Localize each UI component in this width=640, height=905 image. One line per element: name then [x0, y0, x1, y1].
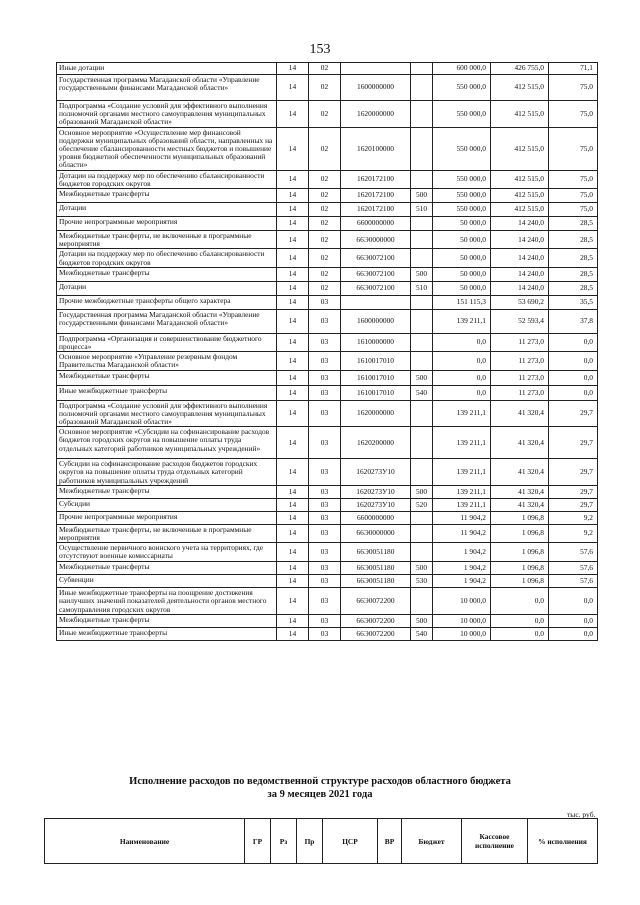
table-row [57, 485, 598, 498]
row-pct: 0,0 [549, 627, 598, 640]
table-row [57, 400, 598, 427]
row-vr [411, 524, 433, 542]
row-budget: 11 904,2 [433, 524, 491, 542]
table-row [57, 511, 598, 524]
row-vr: 500 [411, 267, 433, 281]
table-row [57, 498, 598, 511]
row-cash: 0,0 [491, 588, 549, 615]
row-csr: 1600000000 [341, 75, 411, 101]
row-pr: 03 [309, 370, 341, 385]
row-pr: 02 [309, 203, 341, 217]
header-budget: Бюджет [402, 819, 462, 864]
row-cash: 11 273,0 [491, 370, 549, 385]
row-vr [411, 588, 433, 615]
row-pct: 29,7 [549, 427, 598, 459]
row-gr: 14 [277, 427, 309, 459]
row-name: Подпрограмма «Создание условий для эффективного выполнения полномочий органами местного самоуправления муниципальных образований Магаданской области» [57, 101, 277, 128]
row-vr: 510 [411, 281, 433, 295]
row-pct: 0,0 [549, 352, 598, 370]
row-csr: 1610000000 [341, 333, 411, 351]
table-row [57, 281, 598, 295]
row-gr: 14 [277, 485, 309, 498]
row-pct: 75,0 [549, 101, 598, 128]
row-vr [411, 309, 433, 333]
row-pr: 02 [309, 170, 341, 188]
row-name: Межбюджетные трансферты, не включенные в программные мероприятия [57, 231, 277, 249]
table-row [57, 267, 598, 281]
table-row [57, 231, 598, 249]
row-gr: 14 [277, 101, 309, 128]
row-csr: 1620273У10 [341, 485, 411, 498]
row-pct: 75,0 [549, 127, 598, 170]
row-pct: 75,0 [549, 203, 598, 217]
row-name: Межбюджетные трансферты [57, 189, 277, 203]
row-budget: 550 000,0 [433, 101, 491, 128]
units-label: тыс. руб. [567, 810, 596, 819]
row-name: Государственная программа Магаданской области «Управление государственными финансами Магаданской области» [57, 75, 277, 101]
row-name: Подпрограмма «Создание условий для эффективного выполнения полномочий органами местного самоуправления муниципальных образований Магаданской области» [57, 400, 277, 427]
table-row [57, 588, 598, 615]
row-name: Иные дотации [57, 63, 277, 75]
row-budget: 550 000,0 [433, 203, 491, 217]
row-pct: 9,2 [549, 511, 598, 524]
row-vr: 530 [411, 575, 433, 588]
row-csr: 66Э0000000 [341, 524, 411, 542]
row-pct: 0,0 [549, 333, 598, 351]
table-row [57, 459, 598, 486]
row-budget: 0,0 [433, 385, 491, 400]
row-name: Иные межбюджетные трансферты [57, 385, 277, 400]
row-pr: 03 [309, 333, 341, 351]
row-vr [411, 543, 433, 562]
row-pr: 03 [309, 575, 341, 588]
row-gr: 14 [277, 63, 309, 75]
expenditure-table [56, 62, 598, 641]
row-cash: 1 096,8 [491, 575, 549, 588]
table-row [57, 427, 598, 459]
row-csr: 1620200000 [341, 427, 411, 459]
row-pct: 29,7 [549, 459, 598, 486]
row-budget: 600 000,0 [433, 63, 491, 75]
table-row [57, 333, 598, 351]
row-vr: 500 [411, 614, 433, 627]
row-pr: 02 [309, 249, 341, 267]
row-gr: 14 [277, 217, 309, 231]
row-budget: 139 211,1 [433, 309, 491, 333]
row-vr [411, 511, 433, 524]
table-row [57, 63, 598, 75]
row-pr: 03 [309, 511, 341, 524]
table-row [57, 127, 598, 170]
row-csr: 1620273У10 [341, 459, 411, 486]
row-pr: 02 [309, 127, 341, 170]
row-name: Подпрограмма «Организация и совершенствование бюджетного процесса» [57, 333, 277, 351]
row-name: Дотации на поддержку мер по обеспечению сбалансированности бюджетов городских округов [57, 249, 277, 267]
row-pct: 75,0 [549, 170, 598, 188]
header-gr: ГР [245, 819, 271, 864]
row-pct: 57,6 [549, 575, 598, 588]
row-pct: 28,5 [549, 231, 598, 249]
row-gr: 14 [277, 511, 309, 524]
row-pct: 28,5 [549, 217, 598, 231]
row-budget: 50 000,0 [433, 281, 491, 295]
row-csr: 1610017010 [341, 385, 411, 400]
row-gr: 14 [277, 333, 309, 351]
row-budget: 1 904,2 [433, 562, 491, 575]
row-name: Основное мероприятие «Субсидии на софинансирование расходов бюджетов городских округов на повышение оплаты труда отдельных категорий работников муниципальных учреждений» [57, 427, 277, 459]
row-cash: 0,0 [491, 614, 549, 627]
row-csr [341, 63, 411, 75]
row-budget: 550 000,0 [433, 75, 491, 101]
table-row [57, 249, 598, 267]
row-csr: 1620172100 [341, 203, 411, 217]
row-gr: 14 [277, 588, 309, 615]
row-pr: 03 [309, 309, 341, 333]
row-name: Государственная программа Магаданской области «Управление государственными финансами Магаданской области» [57, 309, 277, 333]
row-csr: 66Э0072200 [341, 627, 411, 640]
row-pr: 02 [309, 281, 341, 295]
row-name: Дотации на поддержку мер по обеспечению сбалансированности бюджетов городских округов [57, 170, 277, 188]
row-cash: 41 320,4 [491, 459, 549, 486]
row-vr: 540 [411, 385, 433, 400]
row-cash: 41 320,4 [491, 485, 549, 498]
row-cash: 14 240,0 [491, 249, 549, 267]
row-budget: 10 000,0 [433, 614, 491, 627]
row-csr: 66Э0072100 [341, 281, 411, 295]
row-vr [411, 333, 433, 351]
row-name: Межбюджетные трансферты [57, 485, 277, 498]
row-budget: 151 115,3 [433, 295, 491, 309]
row-cash: 11 273,0 [491, 385, 549, 400]
row-budget: 139 211,1 [433, 400, 491, 427]
row-name: Межбюджетные трансферты [57, 370, 277, 385]
row-cash: 426 755,0 [491, 63, 549, 75]
row-csr: 1620000000 [341, 400, 411, 427]
row-pct: 29,7 [549, 485, 598, 498]
row-pct: 57,6 [549, 562, 598, 575]
header-pr: Пр [297, 819, 323, 864]
row-cash: 41 320,4 [491, 400, 549, 427]
row-budget: 50 000,0 [433, 249, 491, 267]
row-cash: 41 320,4 [491, 427, 549, 459]
row-cash: 1 096,8 [491, 511, 549, 524]
row-cash: 412 515,0 [491, 101, 549, 128]
row-pr: 03 [309, 614, 341, 627]
row-pr: 03 [309, 562, 341, 575]
header-csr: ЦСР [323, 819, 378, 864]
row-cash: 1 096,8 [491, 524, 549, 542]
table-row [57, 614, 598, 627]
caption-line-1: Исполнение расходов по ведомственной структуре расходов областного бюджета [129, 776, 511, 787]
row-name: Основное мероприятие «Управление резервным фондом Правительства Магаданской области» [57, 352, 277, 370]
table-row [57, 309, 598, 333]
row-cash: 412 515,0 [491, 127, 549, 170]
row-vr: 500 [411, 485, 433, 498]
row-gr: 14 [277, 267, 309, 281]
table-row [57, 295, 598, 309]
row-gr: 14 [277, 295, 309, 309]
row-gr: 14 [277, 498, 309, 511]
row-vr: 540 [411, 627, 433, 640]
row-pr: 03 [309, 524, 341, 542]
row-gr: 14 [277, 524, 309, 542]
row-cash: 14 240,0 [491, 231, 549, 249]
row-pr: 03 [309, 498, 341, 511]
row-vr [411, 352, 433, 370]
row-pct: 0,0 [549, 614, 598, 627]
row-pr: 03 [309, 459, 341, 486]
row-pr: 03 [309, 295, 341, 309]
row-csr: 1620172100 [341, 170, 411, 188]
row-csr: 1620172100 [341, 189, 411, 203]
row-csr: 66Э0051180 [341, 543, 411, 562]
row-pct: 0,0 [549, 385, 598, 400]
row-pr: 02 [309, 101, 341, 128]
row-pct: 28,5 [549, 249, 598, 267]
column-header-table [44, 818, 598, 864]
row-budget: 0,0 [433, 333, 491, 351]
row-pr: 03 [309, 627, 341, 640]
row-pr: 03 [309, 352, 341, 370]
row-budget: 0,0 [433, 370, 491, 385]
row-cash: 412 515,0 [491, 189, 549, 203]
row-vr [411, 75, 433, 101]
row-gr: 14 [277, 370, 309, 385]
row-pct: 75,0 [549, 75, 598, 101]
row-gr: 14 [277, 203, 309, 217]
table-row [57, 543, 598, 562]
row-budget: 10 000,0 [433, 627, 491, 640]
row-csr: 66Э0051180 [341, 562, 411, 575]
row-csr: 1620000000 [341, 101, 411, 128]
row-cash: 53 690,2 [491, 295, 549, 309]
row-csr: 1620100000 [341, 127, 411, 170]
table-row [57, 203, 598, 217]
row-budget: 139 211,1 [433, 427, 491, 459]
row-vr [411, 295, 433, 309]
row-budget: 139 211,1 [433, 485, 491, 498]
row-cash: 1 096,8 [491, 543, 549, 562]
row-gr: 14 [277, 309, 309, 333]
row-gr: 14 [277, 189, 309, 203]
row-cash: 14 240,0 [491, 267, 549, 281]
header-pct: % исполнения [528, 819, 598, 864]
header-cash: Кассовое исполнение [462, 819, 528, 864]
row-vr [411, 63, 433, 75]
row-vr [411, 170, 433, 188]
row-pct: 29,7 [549, 498, 598, 511]
row-cash: 412 515,0 [491, 170, 549, 188]
row-pr: 02 [309, 217, 341, 231]
row-name: Дотации [57, 281, 277, 295]
row-name: Дотации [57, 203, 277, 217]
table-row [57, 627, 598, 640]
table-row [57, 189, 598, 203]
row-pr: 02 [309, 189, 341, 203]
table-row [57, 101, 598, 128]
row-cash: 0,0 [491, 627, 549, 640]
row-gr: 14 [277, 385, 309, 400]
row-pr: 03 [309, 485, 341, 498]
row-vr [411, 427, 433, 459]
row-cash: 14 240,0 [491, 217, 549, 231]
row-pct: 71,1 [549, 63, 598, 75]
row-gr: 14 [277, 231, 309, 249]
row-pr: 03 [309, 588, 341, 615]
row-cash: 52 593,4 [491, 309, 549, 333]
row-csr: 66Э0072100 [341, 249, 411, 267]
row-gr: 14 [277, 400, 309, 427]
row-gr: 14 [277, 127, 309, 170]
row-vr [411, 217, 433, 231]
row-budget: 139 211,1 [433, 498, 491, 511]
row-vr [411, 101, 433, 128]
row-cash: 412 515,0 [491, 75, 549, 101]
table-row [57, 385, 598, 400]
row-vr [411, 249, 433, 267]
row-vr: 500 [411, 370, 433, 385]
row-csr: 1600000000 [341, 309, 411, 333]
row-name: Межбюджетные трансферты [57, 562, 277, 575]
row-csr: 66Э0000000 [341, 231, 411, 249]
row-pct: 0,0 [549, 588, 598, 615]
row-cash: 11 273,0 [491, 352, 549, 370]
row-budget: 550 000,0 [433, 189, 491, 203]
row-pr: 03 [309, 385, 341, 400]
row-budget: 11 904,2 [433, 511, 491, 524]
row-name: Иные межбюджетные трансферты на поощрение достижения наилучших значений показателей деятельности органов местного самоуправления городских округов [57, 588, 277, 615]
row-budget: 0,0 [433, 352, 491, 370]
table-caption [0, 775, 640, 801]
row-csr [341, 295, 411, 309]
row-gr: 14 [277, 281, 309, 295]
table-row [57, 575, 598, 588]
row-budget: 139 211,1 [433, 459, 491, 486]
row-vr: 520 [411, 498, 433, 511]
table-row [57, 170, 598, 188]
row-vr [411, 127, 433, 170]
row-gr: 14 [277, 562, 309, 575]
table-row [57, 370, 598, 385]
table-row [57, 352, 598, 370]
row-name: Прочие непрограммные мероприятия [57, 511, 277, 524]
table-row [57, 524, 598, 542]
row-cash: 412 515,0 [491, 203, 549, 217]
row-vr [411, 231, 433, 249]
row-csr: 66Э0072200 [341, 588, 411, 615]
row-pct: 35,5 [549, 295, 598, 309]
row-csr: 6600000000 [341, 217, 411, 231]
row-pct: 57,6 [549, 543, 598, 562]
row-csr: 66Э0051180 [341, 575, 411, 588]
row-budget: 550 000,0 [433, 170, 491, 188]
row-pct: 28,5 [549, 267, 598, 281]
row-gr: 14 [277, 614, 309, 627]
row-budget: 50 000,0 [433, 231, 491, 249]
row-name: Субсидии [57, 498, 277, 511]
row-pr: 02 [309, 63, 341, 75]
row-pct: 9,2 [549, 524, 598, 542]
row-csr: 1620273У10 [341, 498, 411, 511]
row-gr: 14 [277, 575, 309, 588]
page-number: 153 [309, 42, 331, 57]
row-vr [411, 459, 433, 486]
row-cash: 11 273,0 [491, 333, 549, 351]
row-pct: 28,5 [549, 281, 598, 295]
row-budget: 550 000,0 [433, 127, 491, 170]
header-vr: ВР [378, 819, 402, 864]
row-name: Прочие непрограммные мероприятия [57, 217, 277, 231]
row-csr: 66Э0072100 [341, 267, 411, 281]
row-name: Субсидии на софинансирование расходов бюджетов городских округов на повышение оплаты труда отдельных категорий работников муниципальных учреждений [57, 459, 277, 486]
header-rz: Рз [271, 819, 297, 864]
table-row [57, 562, 598, 575]
row-gr: 14 [277, 75, 309, 101]
row-vr: 500 [411, 189, 433, 203]
row-csr: 1610017010 [341, 370, 411, 385]
row-pct: 37,8 [549, 309, 598, 333]
row-budget: 1 904,2 [433, 543, 491, 562]
row-name: Основное мероприятие «Осуществление мер финансовой поддержки муниципальных образований области, направленных на обеспечение сбалансированности местных бюджетов и повышение уровня бюджетной обеспеченности муниципальных образований области» [57, 127, 277, 170]
row-pr: 02 [309, 75, 341, 101]
table-row [57, 75, 598, 101]
row-gr: 14 [277, 352, 309, 370]
row-cash: 1 096,8 [491, 562, 549, 575]
row-pr: 03 [309, 400, 341, 427]
table-row [57, 217, 598, 231]
row-name: Субвенции [57, 575, 277, 588]
row-csr: 6600000000 [341, 511, 411, 524]
row-budget: 50 000,0 [433, 267, 491, 281]
row-name: Осуществление первичного воинского учета на территориях, где отсутствуют военные комиссариаты [57, 543, 277, 562]
row-budget: 50 000,0 [433, 217, 491, 231]
row-gr: 14 [277, 459, 309, 486]
row-cash: 14 240,0 [491, 281, 549, 295]
row-pr: 03 [309, 543, 341, 562]
row-pr: 03 [309, 427, 341, 459]
row-name: Межбюджетные трансферты [57, 614, 277, 627]
row-pr: 02 [309, 267, 341, 281]
row-vr: 510 [411, 203, 433, 217]
row-name: Иные межбюджетные трансферты [57, 627, 277, 640]
row-pr: 02 [309, 231, 341, 249]
row-csr: 66Э0072200 [341, 614, 411, 627]
row-cash: 41 320,4 [491, 498, 549, 511]
row-name: Прочие межбюджетные трансферты общего характера [57, 295, 277, 309]
row-budget: 1 904,2 [433, 575, 491, 588]
row-gr: 14 [277, 627, 309, 640]
row-gr: 14 [277, 170, 309, 188]
row-gr: 14 [277, 249, 309, 267]
row-vr [411, 400, 433, 427]
row-vr: 500 [411, 562, 433, 575]
row-name: Межбюджетные трансферты [57, 267, 277, 281]
row-pct: 29,7 [549, 400, 598, 427]
row-budget: 10 000,0 [433, 588, 491, 615]
row-pct: 0,0 [549, 370, 598, 385]
row-name: Межбюджетные трансферты, не включенные в программные мероприятия [57, 524, 277, 542]
row-gr: 14 [277, 543, 309, 562]
row-pct: 75,0 [549, 189, 598, 203]
caption-line-2: за 9 месяцев 2021 года [267, 789, 373, 800]
row-csr: 1610017010 [341, 352, 411, 370]
header-name: Наименование [45, 819, 245, 864]
